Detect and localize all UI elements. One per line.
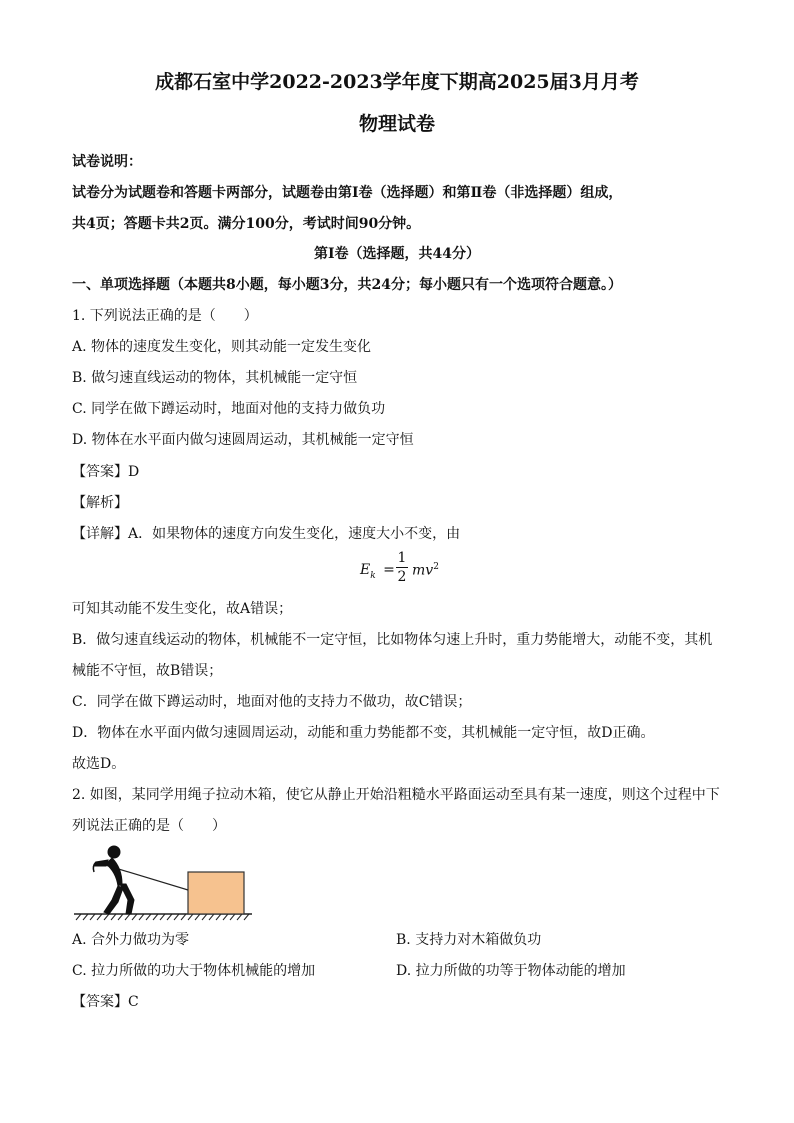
- q1-analysis-label: 【解析】: [72, 495, 128, 511]
- q1-stem: 1. 下列说法正确的是（ ）: [72, 308, 258, 324]
- instructions-line-1: 试卷分为试题卷和答题卡两部分，试题卷由第Ⅰ卷（选择题）和第Ⅱ卷（非选择题）组成，: [72, 185, 623, 201]
- q1-detail-2: 可知其动能不发生变化，故A错误；: [72, 601, 293, 617]
- q1-option-c: C. 同学在做下蹲运动时，地面对他的支持力做负功: [72, 401, 386, 417]
- section-title: 第Ⅰ卷（选择题，共44分）: [313, 246, 481, 262]
- q1-detail-1: 【详解】A．如果物体的速度方向发生变化，速度大小不变，由: [72, 526, 461, 542]
- wooden-box: [188, 872, 244, 914]
- q1-detail-3: B．做匀速直线运动的物体，机械能不一定守恒，比如物体匀速上升时，重力势能增大，动能不变，其机: [72, 632, 713, 648]
- q2-answer: 【答案】C: [72, 994, 139, 1010]
- formula-numerator: 1: [397, 550, 407, 566]
- q2-option-a: A. 合外力做功为零: [72, 932, 190, 948]
- formula-sub: k: [370, 570, 376, 581]
- formula-rhs: mv: [412, 562, 434, 579]
- q2-figure: [72, 842, 257, 922]
- q2-option-b: B. 支持力对木箱做负功: [396, 932, 542, 948]
- q1-detail-4: 械能不守恒，故B错误；: [72, 663, 223, 679]
- instructions-heading: 试卷说明：: [72, 154, 142, 170]
- formula-sup: 2: [433, 562, 439, 572]
- q1-option-a: A. 物体的速度发生变化，则其动能一定发生变化: [72, 339, 372, 355]
- q1-detail-7: 故选D。: [72, 756, 126, 772]
- q2-option-d: D. 拉力所做的功等于物体动能的增加: [396, 963, 626, 979]
- q2-stem-2: 列说法正确的是（ ）: [72, 818, 226, 834]
- q1-option-d: D. 物体在水平面内做匀速圆周运动，其机械能一定守恒: [72, 432, 414, 448]
- person-pulling-icon: [93, 846, 134, 914]
- q1-detail-6: D．物体在水平面内做匀速圆周运动，动能和重力势能都不变，其机械能一定守恒，故D正确。: [72, 725, 655, 741]
- part1-heading: 一、单项选择题（本题共8小题，每小题3分，共24分；每小题只有一个选项符合题意。）: [72, 277, 622, 293]
- q2-option-c: C. 拉力所做的功大于物体机械能的增加: [72, 963, 316, 979]
- formula-eq: =: [383, 562, 395, 578]
- instructions-line-2: 共4页；答题卡共2页。满分100分，考试时间90分钟。: [72, 216, 421, 232]
- exam-title: 成都石室中学2022-2023学年度下期高2025届3月月考: [155, 71, 639, 93]
- q1-detail-5: C．同学在做下蹲运动时，地面对他的支持力不做功，故C错误；: [72, 694, 472, 710]
- q2-stem-1: 2. 如图，某同学用绳子拉动木箱，使它从静止开始沿粗糙水平路面运动至具有某一速度，则这个过程中下: [72, 787, 720, 803]
- q1-answer: 【答案】D: [72, 464, 140, 480]
- ground-hatching: [76, 914, 249, 920]
- exam-subtitle: 物理试卷: [358, 113, 435, 135]
- formula-denominator: 2: [397, 569, 407, 585]
- formula-lhs: E: [360, 562, 371, 578]
- formula-fraction: [396, 550, 408, 585]
- q1-option-b: B. 做匀速直线运动的物体，其机械能一定守恒: [72, 370, 358, 386]
